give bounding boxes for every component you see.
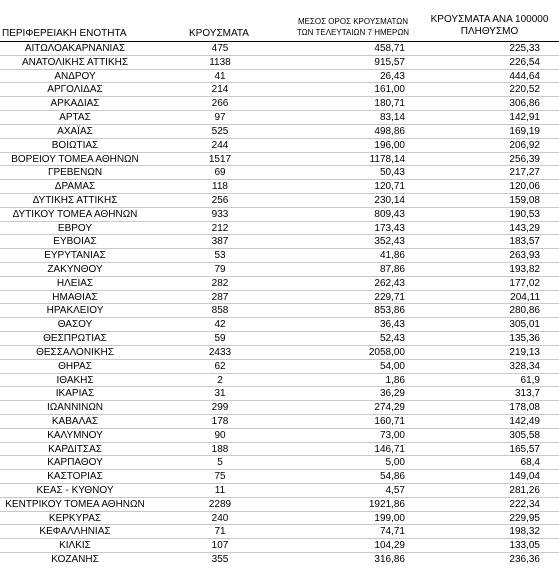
cases-cell: 287 xyxy=(211,291,229,303)
header-avg-line1: ΜΕΣΟΣ ΟΡΟΣ ΚΡΟΥΣΜΑΤΩΝ xyxy=(297,17,409,26)
region-cell: ΓΡΕΒΕΝΩΝ xyxy=(47,167,103,179)
cases-cell: 75 xyxy=(214,471,226,483)
cases-cell: 244 xyxy=(211,139,229,151)
region-cell: ΚΕΝΤΡΙΚΟΥ ΤΟΜΕΑ ΑΘΗΝΩΝ xyxy=(5,498,145,510)
table-row xyxy=(0,249,559,263)
cases-cell: 42 xyxy=(214,319,226,331)
table-row xyxy=(0,208,559,222)
per-100000-cell: 222,34 xyxy=(509,498,540,510)
region-cell: ΑΡΤΑΣ xyxy=(59,112,91,124)
avg-cell: 73,00 xyxy=(379,429,405,441)
avg-cell: 229,71 xyxy=(374,291,405,303)
per-100000-cell: 135,36 xyxy=(509,333,540,345)
per-100000-cell: 220,52 xyxy=(509,84,540,96)
cases-cell: 256 xyxy=(211,194,229,206)
region-cell: ΘΕΣΠΡΩΤΙΑΣ xyxy=(43,333,107,345)
cases-cell: 11 xyxy=(214,485,226,496)
cases-cell: 31 xyxy=(214,388,226,400)
table-row xyxy=(0,153,559,167)
table-row xyxy=(0,222,559,236)
per-100000-cell: 206,92 xyxy=(509,139,540,151)
header-avg-line2: ΤΩΝ ΤΕΛΕΥΤΑΙΩΝ 7 ΗΜΕΡΩΝ xyxy=(296,28,410,37)
region-cell: ΗΜΑΘΙΑΣ xyxy=(52,291,98,303)
region-cell: ΔΥΤΙΚΟΥ ΤΟΜΕΑ ΑΘΗΝΩΝ xyxy=(12,208,138,220)
region-cell: ΚΙΛΚΙΣ xyxy=(59,540,91,552)
region-cell: ΕΥΡΥΤΑΝΙΑΣ xyxy=(44,250,106,262)
region-cell: ΕΥΒΟΙΑΣ xyxy=(53,236,97,248)
per-100000-cell: 305,58 xyxy=(509,429,540,441)
per-100000-cell: 219,13 xyxy=(509,346,540,358)
region-cell: ΗΡΑΚΛΕΙΟΥ xyxy=(46,305,104,317)
cases-cell: 118 xyxy=(212,181,228,193)
table-row xyxy=(0,235,559,249)
region-cell: ΚΕΑΣ - ΚΥΘΝΟΥ xyxy=(36,485,114,496)
table-row xyxy=(0,346,559,360)
avg-cell: 74,71 xyxy=(379,526,405,538)
region-cell: ΚΕΡΚΥΡΑΣ xyxy=(48,512,102,524)
cases-cell: 59 xyxy=(214,333,226,345)
avg-cell: 262,43 xyxy=(374,277,405,289)
avg-cell: 458,71 xyxy=(374,43,405,54)
avg-cell: 199,00 xyxy=(374,512,405,524)
table-row xyxy=(0,111,559,125)
region-cell: ΘΕΣΣΑΛΟΝΙΚΗΣ xyxy=(36,346,114,358)
region-cell: ΑΡΚΑΔΙΑΣ xyxy=(50,98,100,110)
avg-cell: 498,86 xyxy=(374,125,405,137)
avg-cell: 120,71 xyxy=(374,181,405,193)
per-100000-cell: 281,26 xyxy=(509,485,540,496)
table-row xyxy=(0,291,559,305)
table-row xyxy=(0,263,559,277)
per-100000-cell: 143,29 xyxy=(509,222,540,234)
per-100000-cell: 178,08 xyxy=(509,402,540,414)
region-cell: ΑΧΑΪΑΣ xyxy=(57,125,93,137)
avg-cell: 352,43 xyxy=(374,236,405,248)
region-cell: ΚΑΡΔΙΤΣΑΣ xyxy=(48,443,102,455)
per-100000-cell: 236,36 xyxy=(509,554,540,566)
table-row xyxy=(0,387,559,401)
region-cell: ΚΕΦΑΛΛΗΝΙΑΣ xyxy=(39,526,111,538)
per-100000-cell: 190,53 xyxy=(509,208,540,220)
region-cell: ΒΟΡΕΙΟΥ ΤΟΜΕΑ ΑΘΗΝΩΝ xyxy=(11,153,139,165)
avg-cell: 161,00 xyxy=(374,84,405,96)
avg-cell: 54,86 xyxy=(379,471,405,483)
table-row xyxy=(0,374,559,388)
cases-cell: 53 xyxy=(214,250,226,262)
table-row xyxy=(0,97,559,111)
table-row xyxy=(0,70,559,84)
avg-cell: 83,14 xyxy=(379,112,405,124)
avg-cell: 104,29 xyxy=(374,540,405,552)
cases-cell: 525 xyxy=(211,125,229,137)
per-100000-cell: 263,93 xyxy=(509,250,540,262)
header-per-line1: ΚΡΟΥΣΜΑΤΑ ΑΝΑ 100000 xyxy=(430,14,549,25)
region-cell: ΑΡΓΟΛΙΔΑΣ xyxy=(47,84,103,96)
cases-cell: 240 xyxy=(211,512,229,524)
cases-cell: 282 xyxy=(211,277,229,289)
header-per-100000 xyxy=(420,14,559,38)
table-body xyxy=(0,42,559,567)
region-cell: ΘΑΣΟΥ xyxy=(57,319,93,331)
per-100000-cell: 256,39 xyxy=(509,153,540,165)
region-cell: ΙΚΑΡΙΑΣ xyxy=(55,388,95,400)
per-100000-cell: 193,82 xyxy=(509,264,540,275)
table-row xyxy=(0,512,559,526)
cases-cell: 41 xyxy=(214,70,226,82)
per-100000-cell: 61,9 xyxy=(520,374,540,386)
region-cell: ΗΛΕΙΑΣ xyxy=(56,277,94,289)
per-100000-cell: 169,19 xyxy=(509,125,540,137)
avg-cell: 230,14 xyxy=(374,194,405,206)
cases-cell: 2 xyxy=(217,374,223,386)
table-row xyxy=(0,443,559,457)
per-100000-cell: 159,08 xyxy=(509,194,540,206)
per-100000-cell: 328,34 xyxy=(509,360,540,372)
region-cell: ΔΥΤΙΚΗΣ ΑΤΤΙΚΗΣ xyxy=(32,194,118,206)
cases-cell: 2289 xyxy=(208,498,232,510)
table-row xyxy=(0,83,559,97)
avg-cell: 809,43 xyxy=(374,208,405,220)
cases-cell: 475 xyxy=(211,43,229,54)
avg-cell: 196,00 xyxy=(374,139,405,151)
table-row xyxy=(0,56,559,70)
cases-cell: 188 xyxy=(211,443,229,455)
table-row xyxy=(0,42,559,56)
table-row xyxy=(0,194,559,208)
region-cell: ΚΟΖΑΝΗΣ xyxy=(51,554,99,566)
per-100000-cell: 68,4 xyxy=(520,457,540,469)
cases-cell: 1517 xyxy=(208,153,232,165)
header-cases: ΚΡΟΥΣΜΑΤΑ xyxy=(189,28,249,39)
avg-cell: 1921,86 xyxy=(368,498,405,510)
cases-cell: 69 xyxy=(214,167,226,179)
cases-cell: 933 xyxy=(211,208,229,220)
region-cell: ΘΗΡΑΣ xyxy=(58,360,92,372)
cases-cell: 97 xyxy=(214,112,226,124)
table-row xyxy=(0,553,559,567)
per-100000-cell: 313,7 xyxy=(514,388,540,400)
per-100000-cell: 183,57 xyxy=(509,236,540,248)
cases-cell: 355 xyxy=(211,554,229,566)
cases-cell: 62 xyxy=(214,360,226,372)
cases-cell: 71 xyxy=(214,526,226,538)
cases-cell: 79 xyxy=(214,264,226,275)
avg-cell: 36,43 xyxy=(379,319,405,331)
cases-cell: 2433 xyxy=(208,346,232,358)
avg-cell: 160,71 xyxy=(374,415,405,427)
per-100000-cell: 142,49 xyxy=(509,415,540,427)
avg-cell: 274,29 xyxy=(374,402,405,414)
avg-cell: 50,43 xyxy=(379,167,405,179)
per-100000-cell: 229,95 xyxy=(509,512,540,524)
region-cell: ΚΑΛΥΜΝΟΥ xyxy=(47,429,103,441)
table-row xyxy=(0,484,559,498)
per-100000-cell: 149,04 xyxy=(509,471,540,483)
region-cell: ΑΙΤΩΛΟΑΚΑΡΝΑΝΙΑΣ xyxy=(24,43,126,54)
table-row xyxy=(0,429,559,443)
per-100000-cell: 133,05 xyxy=(509,540,540,552)
per-100000-cell: 305,01 xyxy=(509,319,540,331)
per-100000-cell: 165,57 xyxy=(509,443,540,455)
per-100000-cell: 217,27 xyxy=(509,167,540,179)
per-100000-cell: 120,06 xyxy=(509,181,540,193)
avg-cell: 87,86 xyxy=(379,264,405,275)
header-region: ΠΕΡΙΦΕΡΕΙΑΚΗ ΕΝΟΤΗΤΑ xyxy=(2,28,127,39)
table-row xyxy=(0,456,559,470)
avg-cell: 4,57 xyxy=(385,485,405,496)
cases-cell: 212 xyxy=(211,222,229,234)
per-100000-cell: 444,64 xyxy=(509,70,540,82)
table-row xyxy=(0,498,559,512)
table-row xyxy=(0,139,559,153)
per-100000-cell: 198,32 xyxy=(509,526,540,538)
avg-cell: 54,00 xyxy=(379,360,405,372)
per-100000-cell: 225,33 xyxy=(509,43,540,54)
table-row xyxy=(0,525,559,539)
table-row xyxy=(0,277,559,291)
header-per-line2: ΠΛΗΘΥΣΜΟ xyxy=(460,26,519,37)
table-row xyxy=(0,304,559,318)
avg-cell: 1,86 xyxy=(385,374,405,386)
region-cell: ΚΑΡΠΑΘΟΥ xyxy=(47,457,103,469)
avg-cell: 36,29 xyxy=(379,388,405,400)
avg-cell: 26,43 xyxy=(379,70,405,82)
region-cell: ΒΟΙΩΤΙΑΣ xyxy=(51,139,99,151)
table-row xyxy=(0,401,559,415)
per-100000-cell: 142,91 xyxy=(509,112,540,124)
table-row xyxy=(0,318,559,332)
avg-cell: 1178,14 xyxy=(369,153,405,165)
per-100000-cell: 177,02 xyxy=(509,277,540,289)
table-row xyxy=(0,332,559,346)
region-cell: ΚΑΒΑΛΑΣ xyxy=(51,415,99,427)
table-row xyxy=(0,415,559,429)
cases-cell: 299 xyxy=(211,402,229,414)
region-cell: ΔΡΑΜΑΣ xyxy=(54,181,96,193)
header-avg-7-days xyxy=(278,16,428,38)
cases-cell: 214 xyxy=(211,84,229,96)
per-100000-cell: 280,86 xyxy=(509,305,540,317)
cases-cell: 178 xyxy=(211,415,229,427)
region-cell: ΙΩΑΝΝΙΝΩΝ xyxy=(46,402,104,414)
table-row xyxy=(0,166,559,180)
table-row xyxy=(0,180,559,194)
avg-cell: 52,43 xyxy=(379,333,405,345)
region-cell: ΕΒΡΟΥ xyxy=(57,222,93,234)
cases-cell: 5 xyxy=(217,457,223,469)
table-row xyxy=(0,125,559,139)
table-header xyxy=(0,0,559,42)
cases-cell: 107 xyxy=(211,540,229,552)
avg-cell: 41,86 xyxy=(379,250,405,262)
cases-cell: 266 xyxy=(211,98,229,110)
region-cell: ΑΝΑΤΟΛΙΚΗΣ ΑΤΤΙΚΗΣ xyxy=(21,56,129,68)
per-100000-cell: 226,54 xyxy=(509,56,540,68)
table-row xyxy=(0,360,559,374)
per-100000-cell: 306,86 xyxy=(509,98,540,110)
table-row xyxy=(0,539,559,553)
avg-cell: 915,57 xyxy=(374,56,405,68)
table-row xyxy=(0,470,559,484)
region-cell: ΙΘΑΚΗΣ xyxy=(56,374,94,386)
avg-cell: 180,71 xyxy=(374,98,405,110)
region-cell: ΖΑΚΥΝΘΟΥ xyxy=(47,264,103,275)
cases-cell: 387 xyxy=(211,236,229,248)
avg-cell: 146,71 xyxy=(374,443,405,455)
cases-cell: 90 xyxy=(214,429,226,441)
avg-cell: 173,43 xyxy=(374,222,405,234)
avg-cell: 2058,00 xyxy=(368,346,405,358)
avg-cell: 316,86 xyxy=(374,554,405,566)
region-cell: ΚΑΣΤΟΡΙΑΣ xyxy=(47,471,103,483)
avg-cell: 5,00 xyxy=(385,457,405,469)
region-cell: ΑΝΔΡΟΥ xyxy=(54,70,96,82)
per-100000-cell: 204,11 xyxy=(510,291,540,303)
avg-cell: 853,86 xyxy=(374,305,405,317)
cases-cell: 1138 xyxy=(209,56,231,68)
cases-cell: 858 xyxy=(211,305,229,317)
